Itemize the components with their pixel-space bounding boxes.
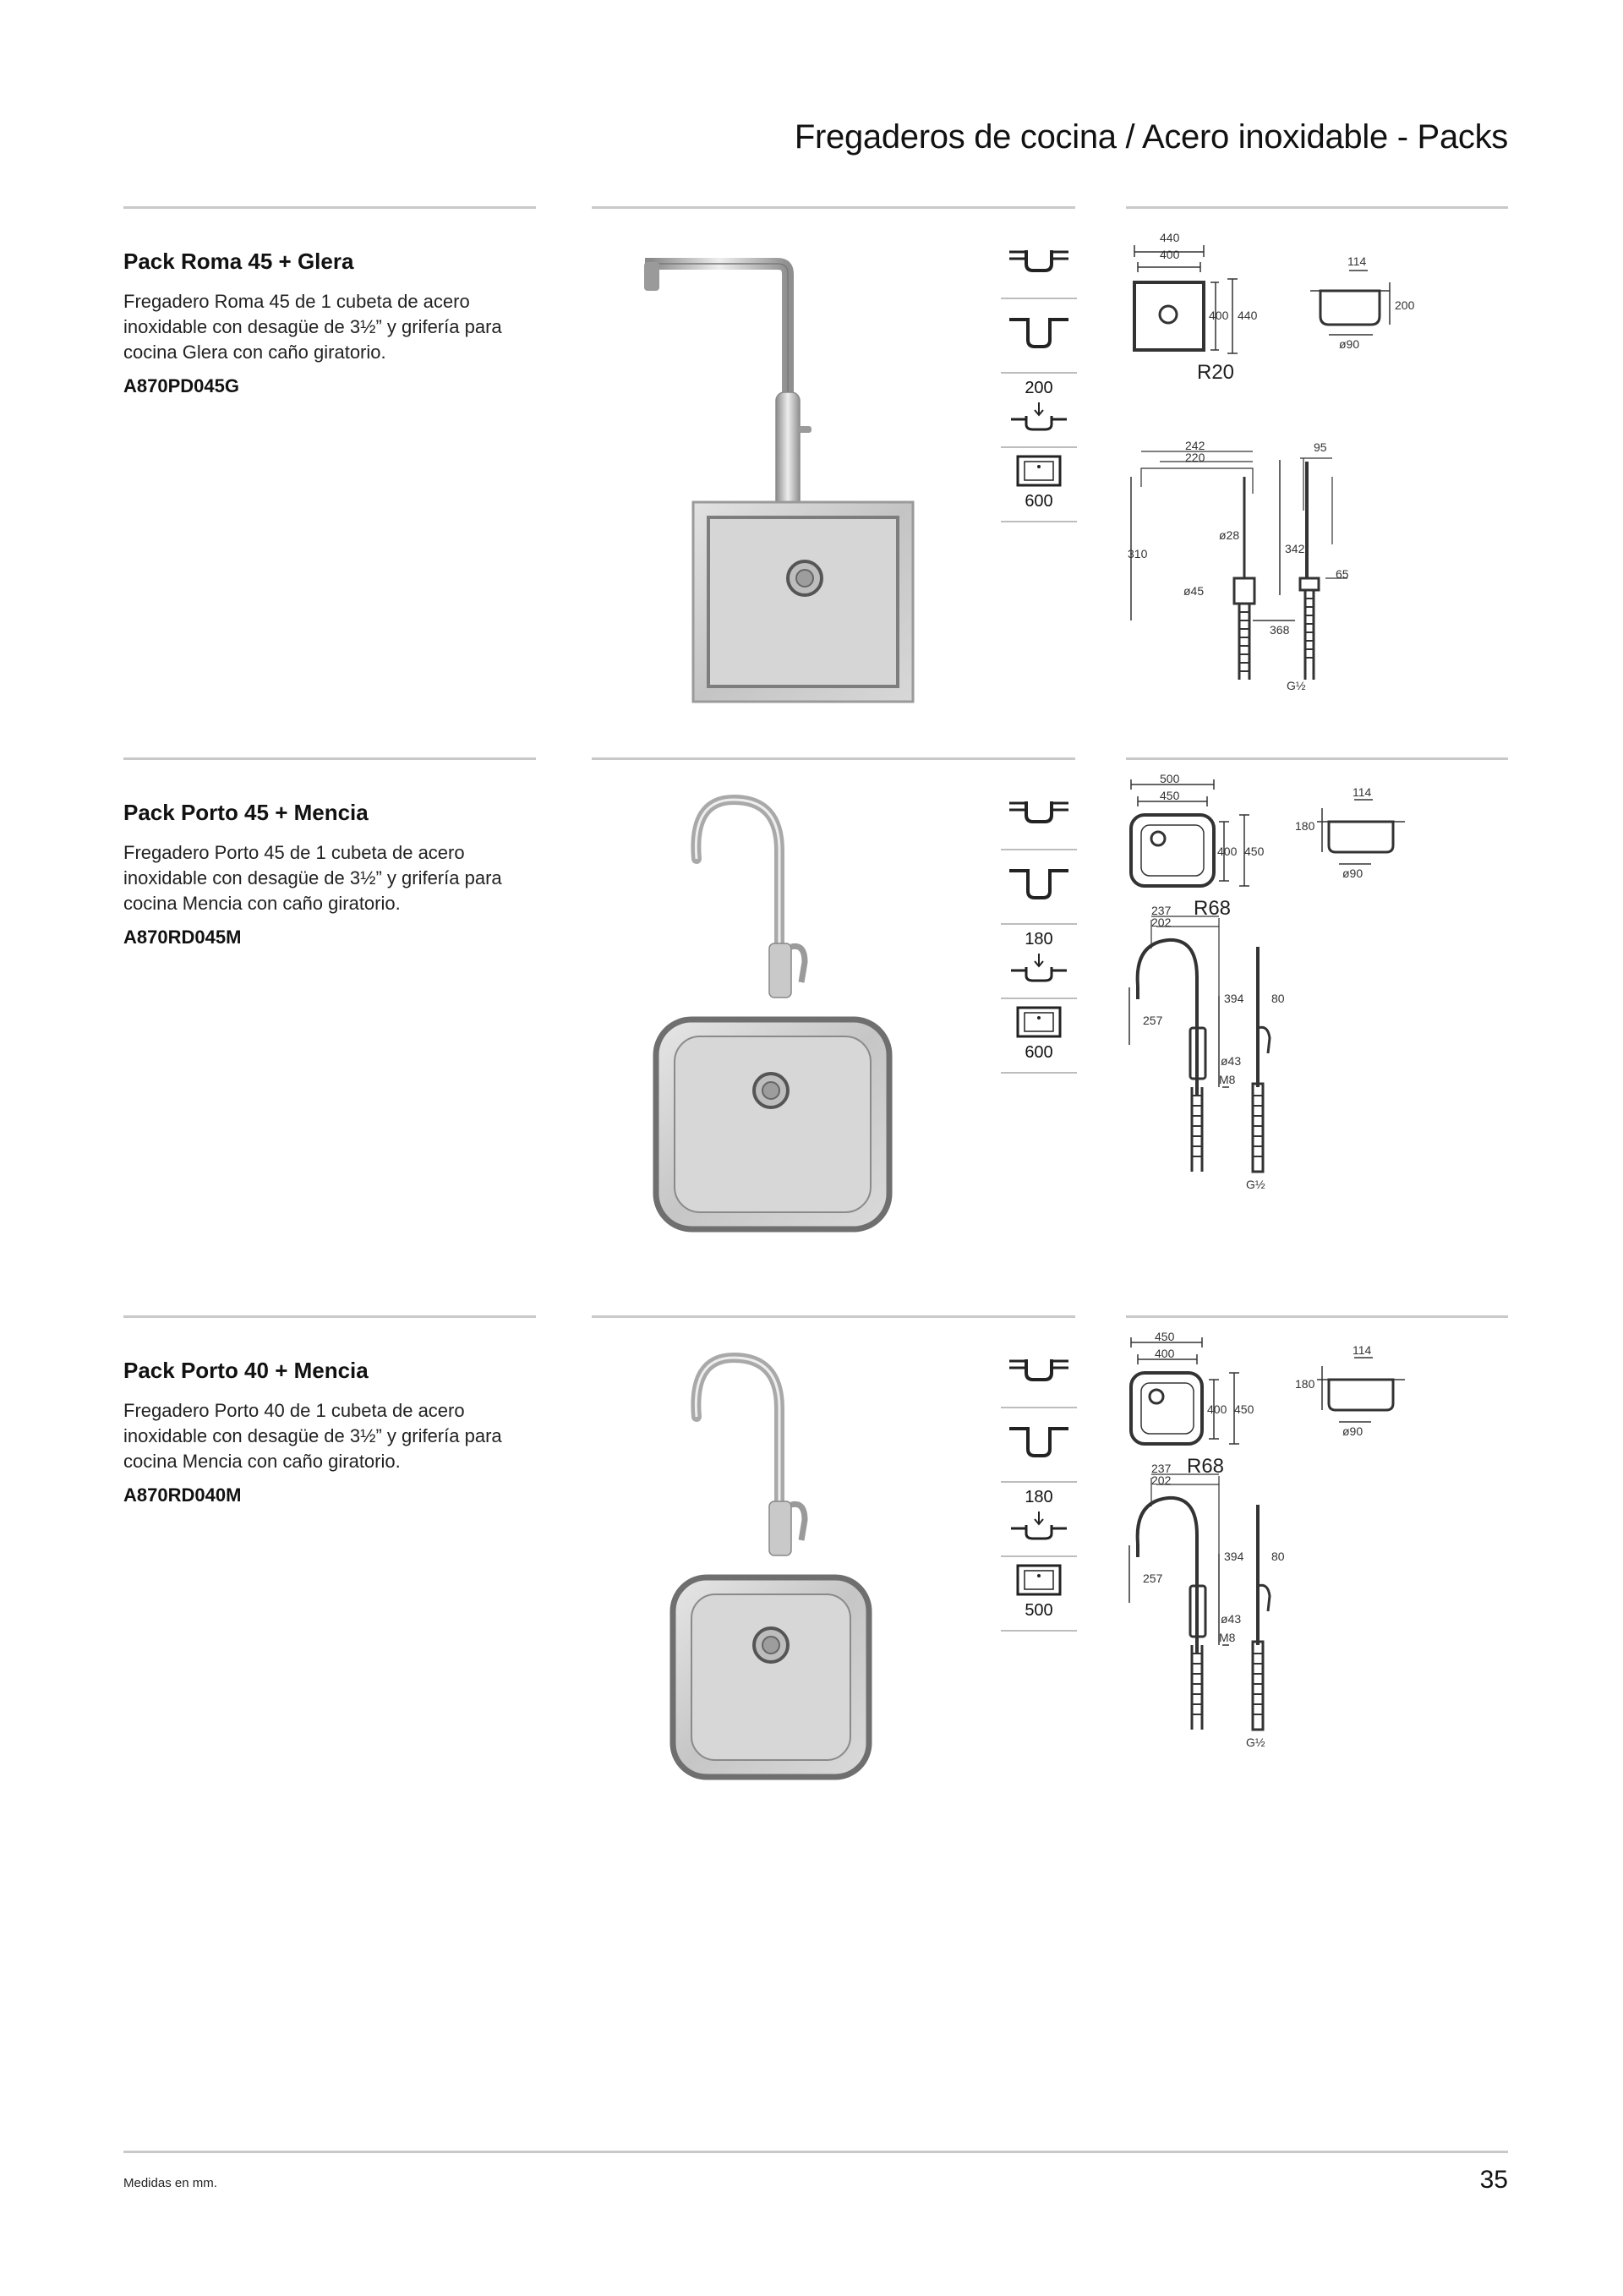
dim-faucet-d2: ø45 (1183, 584, 1205, 598)
dim-b: 450 (1244, 845, 1265, 858)
dim-faucet-d1: ø28 (1219, 528, 1240, 542)
product-code: A870RD045M (123, 927, 242, 948)
product-title: Pack Porto 45 + Mencia (123, 800, 369, 825)
dim-faucet-w1: 237 (1151, 1462, 1172, 1475)
dim-top-outer: 440 (1160, 231, 1180, 244)
dim-drain: ø90 (1342, 866, 1363, 880)
inset-install-icon (1001, 849, 1077, 925)
divider (592, 757, 1075, 760)
product-code: A870RD040M (123, 1484, 242, 1506)
dim-faucet-d1: ø43 (1221, 1054, 1242, 1068)
dim-faucet-spout: 65 (1336, 567, 1349, 581)
sink-roma-45 (693, 502, 913, 702)
divider (592, 206, 1075, 209)
inset-install-icon (1001, 1407, 1077, 1483)
dim-a: 400 (1209, 309, 1229, 322)
dim-faucet-side: 95 (1314, 440, 1327, 454)
technical-drawing (1126, 1332, 1508, 1806)
install-depth-icon: 200 (1001, 372, 1077, 448)
dim-bowl-width: 114 (1347, 254, 1367, 268)
product-section-porto-40 (0, 1315, 1623, 1865)
cabinet-width-icon: 500 (1001, 1555, 1077, 1632)
dim-top-outer: 450 (1155, 1332, 1175, 1343)
divider (592, 1315, 1075, 1318)
product-title: Pack Porto 40 + Mencia (123, 1358, 369, 1383)
installation-icons (1001, 223, 1077, 595)
divider (123, 757, 536, 760)
inset-install-icon (1001, 298, 1077, 374)
divider (123, 206, 536, 209)
dim-thread: G½ (1246, 1736, 1265, 1749)
dim-faucet-h1: 310 (1128, 547, 1148, 560)
dim-faucet-w1: 242 (1185, 439, 1205, 452)
faucet-glera (644, 262, 812, 511)
technical-drawing (1126, 223, 1508, 697)
dim-faucet-side: 80 (1271, 1550, 1285, 1563)
sink-porto-45 (656, 1020, 889, 1229)
dim-a: 400 (1207, 1402, 1227, 1416)
dim-bowl-width: 114 (1352, 785, 1372, 799)
product-description: Fregadero Roma 45 de 1 cubeta de acero inoxidable con desagüe de 3½” y grifería para cocina Glera con caño giratorio. (123, 291, 502, 363)
installation-icons (1001, 1332, 1077, 1704)
divider (1126, 206, 1508, 209)
faucet-mencia (696, 800, 805, 998)
dim-faucet-h2: 394 (1224, 1550, 1244, 1563)
dim-top-inner: 400 (1155, 1347, 1175, 1360)
dim-a: 400 (1217, 845, 1238, 858)
cabinet-width-icon: 600 (1001, 998, 1077, 1074)
dim-bowl-depth: 180 (1295, 1377, 1315, 1391)
dim-faucet-d2: M8 (1219, 1073, 1236, 1086)
dim-bowl-width: 114 (1352, 1343, 1372, 1357)
technical-drawing (1126, 774, 1508, 1248)
product-title: Pack Roma 45 + Glera (123, 249, 354, 274)
install-depth-icon: 180 (1001, 923, 1077, 999)
divider (1126, 1315, 1508, 1318)
divider (1126, 757, 1508, 760)
dim-faucet-w2: 220 (1185, 451, 1205, 464)
dim-faucet-base: 368 (1270, 623, 1290, 637)
dim-radius: R68 (1187, 1455, 1225, 1478)
dim-b: 440 (1238, 309, 1258, 322)
install-depth-icon: 180 (1001, 1481, 1077, 1557)
dim-faucet-d2: M8 (1219, 1631, 1236, 1644)
dim-faucet-w1: 237 (1151, 904, 1172, 917)
page-number: 35 (1479, 2166, 1508, 2194)
footer-note: Medidas en mm. (123, 2176, 217, 2190)
product-section-porto-45 (0, 757, 1623, 1307)
dim-bowl-depth: 180 (1295, 819, 1315, 833)
product-section-roma-45 (0, 206, 1623, 756)
dim-faucet-d1: ø43 (1221, 1612, 1242, 1626)
undermount-install-icon (1001, 1332, 1077, 1408)
page-title: Fregaderos de cocina / Acero inoxidable - Packs (794, 118, 1508, 156)
dim-faucet-h1: 257 (1143, 1572, 1163, 1585)
dim-top-inner: 450 (1160, 789, 1180, 802)
dim-faucet-side: 80 (1271, 992, 1285, 1005)
product-description: Fregadero Porto 40 de 1 cubeta de acero inoxidable con desagüe de 3½” y grifería para cocina Mencia con caño giratorio. (123, 1400, 502, 1472)
dim-faucet-w2: 202 (1151, 1473, 1172, 1487)
undermount-install-icon (1001, 223, 1077, 299)
dim-top-inner: 400 (1160, 248, 1180, 261)
dim-b: 450 (1234, 1402, 1254, 1416)
dim-thread: G½ (1246, 1178, 1265, 1191)
footer-divider (123, 2151, 1508, 2153)
dim-faucet-w2: 202 (1151, 916, 1172, 929)
dim-drain: ø90 (1339, 337, 1360, 351)
dim-faucet-h2: 342 (1285, 542, 1305, 555)
dim-thread: G½ (1287, 679, 1306, 692)
faucet-mencia (696, 1358, 805, 1555)
dim-drain: ø90 (1342, 1424, 1363, 1438)
cabinet-width-icon: 600 (1001, 446, 1077, 522)
undermount-install-icon (1001, 774, 1077, 850)
dim-faucet-h1: 257 (1143, 1014, 1163, 1027)
divider (123, 1315, 536, 1318)
dim-radius: R68 (1194, 897, 1232, 920)
product-description: Fregadero Porto 45 de 1 cubeta de acero inoxidable con desagüe de 3½” y grifería para cocina Mencia con caño giratorio. (123, 842, 502, 914)
product-code: A870PD045G (123, 375, 239, 396)
sink-porto-40 (673, 1577, 869, 1777)
dim-faucet-h2: 394 (1224, 992, 1244, 1005)
installation-icons (1001, 774, 1077, 1146)
dim-bowl-depth: 200 (1395, 298, 1415, 312)
dim-radius: R20 (1197, 361, 1235, 384)
dim-top-outer: 500 (1160, 774, 1180, 785)
